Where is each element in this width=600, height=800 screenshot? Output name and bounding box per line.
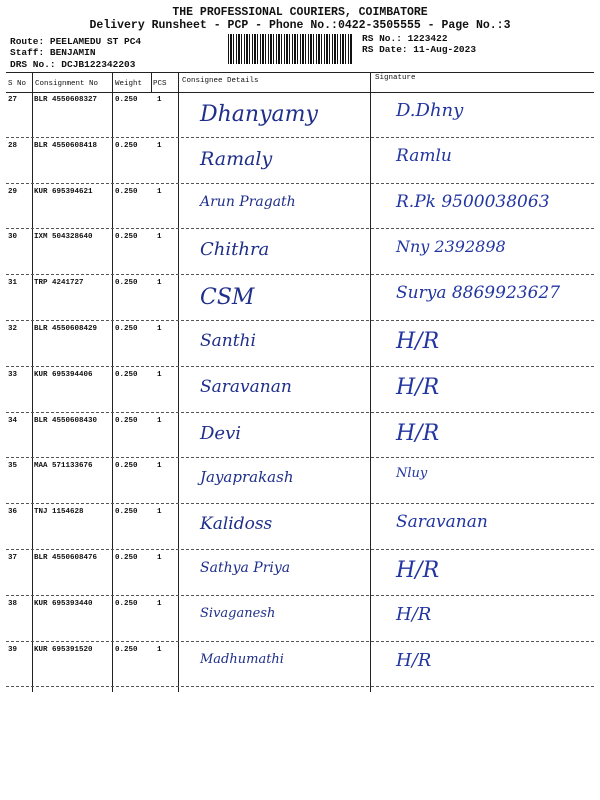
row-separator [6,457,594,458]
row-pcs: 1 [157,233,162,242]
row-consignee-handwriting: Devi [200,422,242,444]
column-header-sno: S No [8,80,27,88]
column-header-pcs: PCS [153,80,167,88]
row-sno: 38 [8,599,18,608]
column-header-weight: Weight [115,80,143,88]
row-pcs: 1 [157,508,162,517]
row-pcs: 1 [157,370,162,379]
col-divider [178,72,179,692]
row-sno: 29 [8,187,18,196]
row-sno: 39 [8,645,18,654]
row-weight: 0.250 [115,599,138,608]
row-signature-handwriting: Ramlu [396,145,452,166]
row-weight: 0.250 [115,141,138,150]
rs-date: RS Date: 11-Aug-2023 [362,44,477,55]
row-signature-handwriting: Nny 2392898 [396,237,506,257]
row-consignment-no: IXM 504328640 [34,233,93,242]
row-consignment-no: BLR 4550608476 [34,554,98,562]
company-title: THE PROFESSIONAL COURIERS, COIMBATORE [172,6,428,19]
col-divider [151,72,152,92]
column-header-signature: Signature [375,74,416,82]
row-pcs: 1 [157,96,162,104]
row-pcs: 1 [157,599,162,608]
row-separator [6,274,594,275]
row-pcs: 1 [157,279,162,288]
row-sno: 33 [8,370,18,379]
row-signature-handwriting: H/R [396,329,440,354]
row-separator [6,641,594,642]
row-consignment-no: MAA 571133676 [34,462,93,471]
row-signature-handwriting: Surya 8869923627 [396,283,561,304]
row-separator [6,686,594,687]
row-signature-handwriting: D.Dhny [396,100,464,121]
row-consignee-handwriting: Saravanan [200,376,292,397]
row-sno: 37 [8,554,18,562]
row-consignee-handwriting: Kalidoss [200,514,273,535]
row-weight: 0.250 [115,325,138,333]
barcode-image [228,34,353,64]
row-consignment-no: BLR 4550608429 [34,325,98,333]
row-pcs: 1 [157,325,162,333]
row-separator [6,549,594,550]
row-weight: 0.250 [115,187,138,196]
row-consignment-no: KUR 695394406 [34,370,93,379]
row-signature-handwriting: H/R [396,558,440,583]
row-consignment-no: KUR 695393440 [34,599,93,608]
row-separator [6,366,594,367]
row-consignment-no: KUR 695394621 [34,187,93,196]
row-sno: 36 [8,508,18,517]
row-sno: 30 [8,233,18,242]
row-signature-handwriting: Nluy [396,466,428,482]
row-consignment-no: BLR 4550608430 [34,416,98,425]
row-sno: 31 [8,279,18,288]
row-consignment-no: TNJ 1154628 [34,508,84,517]
row-weight: 0.250 [115,370,138,379]
row-pcs: 1 [157,645,162,654]
row-consignee-handwriting: Arun Pragath [200,193,296,210]
row-sno: 27 [8,96,18,104]
col-divider [32,72,33,692]
row-separator [6,595,594,596]
row-pcs: 1 [157,416,162,425]
row-separator [6,183,594,184]
col-divider [370,72,371,692]
row-consignee-handwriting: Sivaganesh [200,605,276,621]
staff-label: Staff: BENJAMIN [10,47,96,58]
column-header-consignee: Consignee Details [182,77,259,85]
row-pcs: 1 [157,554,162,562]
row-consignment-no: KUR 695391520 [34,645,93,654]
row-weight: 0.250 [115,96,138,104]
row-sno: 32 [8,325,18,333]
row-separator [6,228,594,229]
row-signature-handwriting: H/R [396,603,432,625]
sheet-title: Delivery Runsheet - PCP - Phone No.:0422-3505555 - Page No.:3 [89,19,511,32]
row-signature-handwriting: R.Pk 9500038063 [396,191,550,212]
row-sno: 35 [8,462,18,471]
table-top-border [6,72,594,73]
row-consignee-handwriting: Dhanyamy [200,102,318,127]
row-separator [6,320,594,321]
row-consignee-handwriting: Santhi [200,331,256,351]
row-weight: 0.250 [115,554,138,562]
column-header-consignment: Consignment No [35,80,99,88]
row-pcs: 1 [157,462,162,471]
rs-number: RS No.: 1223422 [362,33,448,44]
row-sno: 34 [8,416,18,425]
row-weight: 0.250 [115,462,138,471]
row-signature-handwriting: Saravanan [396,512,488,533]
row-consignment-no: TRP 4241727 [34,279,84,288]
col-divider [112,72,113,692]
row-weight: 0.250 [115,233,138,242]
row-consignee-handwriting: Madhumathi [200,651,284,667]
row-weight: 0.250 [115,508,138,517]
row-consignee-handwriting: Jayaprakash [200,468,294,487]
row-separator [6,503,594,504]
row-consignee-handwriting: Sathya Priya [200,560,291,576]
row-sno: 28 [8,141,18,150]
row-weight: 0.250 [115,279,138,288]
row-weight: 0.250 [115,416,138,425]
row-pcs: 1 [157,141,162,150]
row-signature-handwriting: H/R [396,420,440,446]
row-signature-handwriting: H/R [396,374,440,400]
row-consignment-no: BLR 4550608327 [34,96,98,104]
route-label: Route: PEELAMEDU ST PC4 [10,36,142,47]
row-separator [6,137,594,138]
row-pcs: 1 [157,187,162,196]
row-signature-handwriting: H/R [396,649,432,671]
drs-label: DRS No.: DCJB122342203 [10,59,136,70]
row-separator [6,412,594,413]
row-consignee-handwriting: Ramaly [200,147,273,170]
row-consignee-handwriting: CSM [200,285,255,311]
row-consignment-no: BLR 4550608418 [34,141,98,150]
row-weight: 0.250 [115,645,138,654]
row-consignee-handwriting: Chithra [200,239,270,261]
